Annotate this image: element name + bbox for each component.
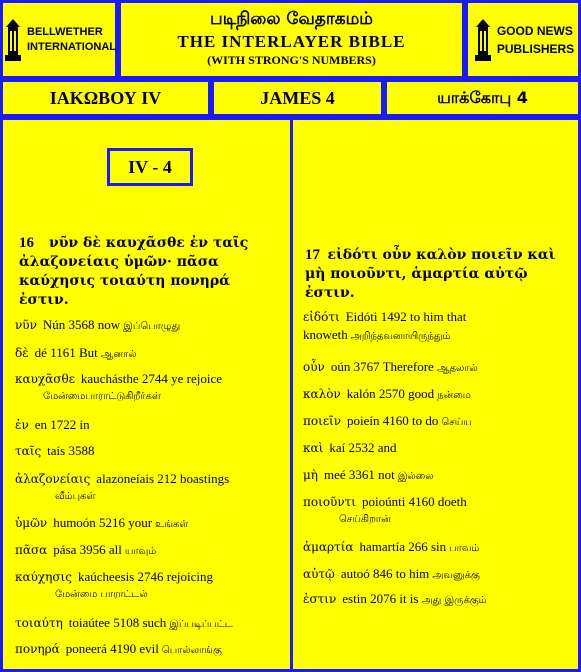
word-entry: ταῖς taís 3588: [15, 443, 95, 458]
verse-17: [305, 246, 571, 303]
chapter-box: IV - 4: [107, 148, 193, 186]
word-entry: ἁμαρτία hamartía 266 sin பாவம்: [303, 539, 480, 554]
page-title: THE INTERLAYER BIBLE: [177, 32, 406, 51]
word-entry: πᾶσα pása 3956 all யாவும்: [15, 542, 157, 557]
word-entry: ἀλαζονείαις alazoneíais 212 boastings வீம்புகள்: [15, 471, 230, 502]
word-entry: ποιοῦντι poioúnti 4160 doeth செய்கிறான்: [303, 494, 467, 525]
word-entry: καύχησις kaúcheesis 2746 rejoicing மேன்மை பாராட்டல்: [15, 569, 213, 600]
good-news-logo: [465, 0, 581, 79]
bellwether-logo: [0, 0, 118, 79]
greek-book-title: ΙΑΚΩΒΟΥ IV: [0, 79, 211, 117]
verse-text: εἰδότι οὖν καλὸν ποιεῖν καὶ μὴ ποιοῦντι, ἁμαρτία αὐτῷ ἐστιν.: [305, 247, 556, 301]
word-entry: εἰδότι Eidóti 1492 to him that knoweth அறிந்தவனாயிருந்தும்: [303, 309, 467, 342]
pillar-icon: [2, 17, 24, 63]
word-entry: οὖν oún 3767 Therefore ஆதலால்: [303, 359, 478, 374]
word-entry: πονηρά poneerá 4190 evil பொல்லாங்கு: [15, 641, 222, 656]
word-entry: καυχᾶσθε kauchásthe 2744 ye rejoice மேன்மைபாராட்டுகிறீர்கள்: [15, 371, 223, 402]
english-book-title: JAMES 4: [211, 79, 384, 117]
page-subtitle: (WITH STRONG'S NUMBERS): [207, 53, 376, 67]
pillar-icon: [472, 17, 494, 63]
word-entry: ποιεῖν poieín 4160 to do செய்ய: [303, 413, 472, 428]
word-entry: αὐτῷ autoó 846 to him அவனுக்கு: [303, 566, 480, 581]
right-column: [290, 117, 581, 672]
word-entry: νῦν Nún 3568 now இப்பொழுது: [15, 317, 181, 332]
logo-line-2: PUBLISHERS: [496, 41, 575, 56]
word-entry: ὑμῶν humoón 5216 your உங்கள்: [15, 515, 189, 530]
tamil-book-title: யாக்கோபு 4: [384, 79, 581, 117]
word-entry: τοιαύτη toiaútee 5108 such இப்படிப்பட்ட: [15, 615, 233, 630]
word-entry: μὴ meé 3361 not இல்லை: [303, 467, 434, 482]
logo-line-1: BELLWETHER: [27, 25, 103, 38]
logo-line-2: INTERNATIONAL: [27, 40, 117, 53]
word-entry: καὶ kaí 2532 and: [303, 440, 397, 455]
verse-number: 17: [305, 247, 320, 263]
verse-number: 16: [19, 235, 34, 251]
word-entry: καλὸν kalón 2570 good நன்மை: [303, 386, 471, 401]
verse-text: νῦν δὲ καυχᾶσθε ἐν ταῖς ἀλαζονείαις ὑμῶν· πᾶσα καύχησις τοιαύτη πονηρά ἐστιν.: [19, 235, 249, 308]
left-column: [0, 117, 293, 672]
page-header: [118, 0, 465, 79]
word-entry: ἐν en 1722 in: [15, 417, 90, 432]
verse-16: [19, 234, 283, 310]
tamil-title: படிநிலை வேதாகமம்: [210, 9, 373, 29]
logo-line-1: GOOD NEWS: [496, 23, 573, 38]
word-entry: δὲ dé 1161 But ஆனால்: [15, 345, 137, 360]
word-entry: ἐστιν estin 2076 it is அது இருக்கும்: [303, 591, 487, 606]
